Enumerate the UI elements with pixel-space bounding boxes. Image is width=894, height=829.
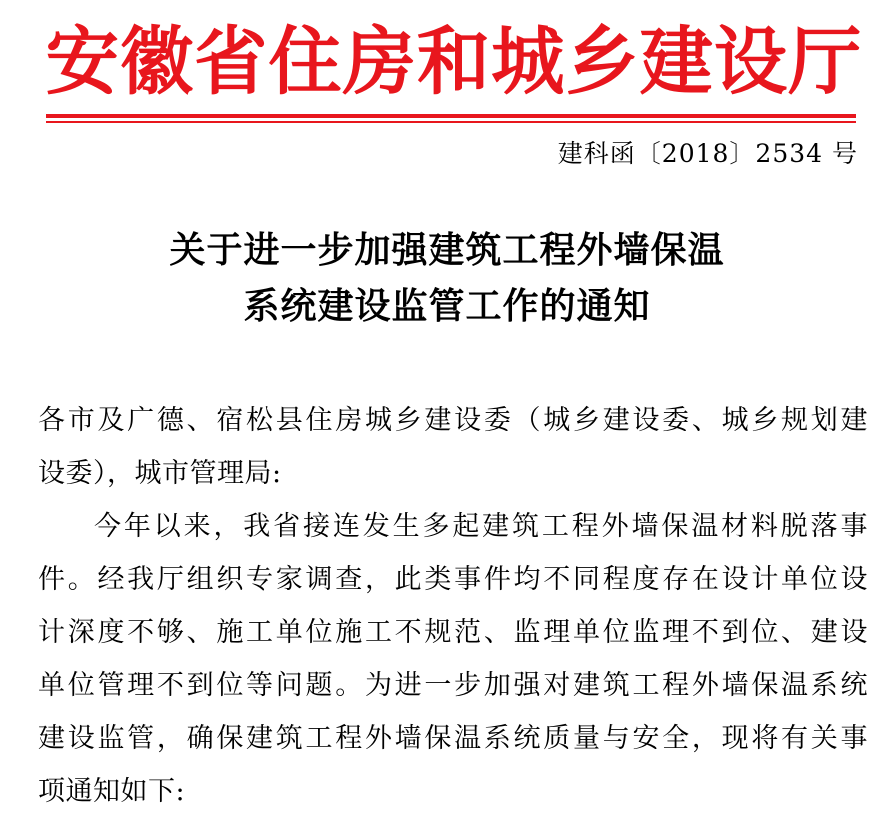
paragraph-1-line-3: 计深度不够、施工单位施工不规范、监理单位监理不到位、建设 (38, 617, 868, 648)
paragraph-1-line-5: 建设监管，确保建筑工程外墙保温系统质量与安全，现将有关事 (38, 723, 868, 754)
document-number: 建科函〔2018〕2534 号 (557, 139, 858, 168)
title-line-2: 系统建设监管工作的通知 (243, 285, 651, 327)
agency-masthead: 安徽省住房和城乡建设厅 (45, 19, 863, 105)
masthead-rule-thin (46, 121, 856, 123)
document-body (38, 394, 868, 818)
addressee-line-1: 各市及广德、宿松县住房城乡建设委（城乡建设委、城乡规划建 (38, 405, 868, 436)
paragraph-1-line-4: 单位管理不到位等问题。为进一步加强对建筑工程外墙保温系统 (38, 670, 868, 701)
paragraph-1-line-1: 今年以来，我省接连发生多起建筑工程外墙保温材料脱落事 (94, 511, 868, 542)
masthead-rule-thick (46, 114, 856, 118)
addressee-line-2: 设委），城市管理局: (38, 458, 282, 489)
title-line-1: 关于进一步加强建筑工程外墙保温 (169, 229, 725, 271)
document-title (0, 222, 894, 334)
paragraph-1-line-2: 件。经我厅组织专家调查，此类事件均不同程度存在设计单位设 (38, 564, 868, 595)
paragraph-1-line-6: 项通知如下: (38, 776, 186, 807)
